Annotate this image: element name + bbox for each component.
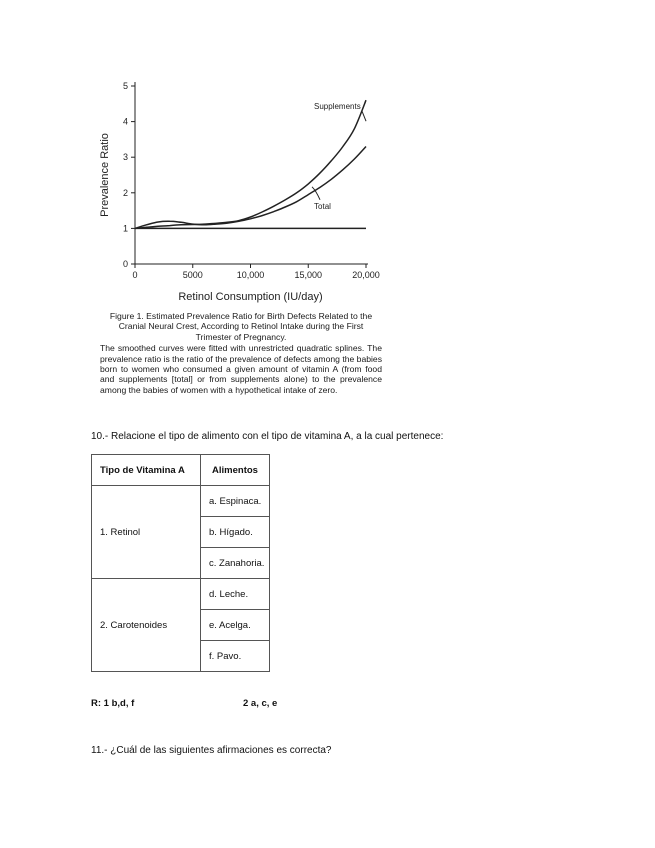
food-item: d. Leche. (201, 579, 270, 610)
x-tick-label: 5000 (182, 270, 203, 280)
y-tick-label: 3 (122, 152, 128, 163)
y-axis-title: Prevalence Ratio (99, 133, 111, 217)
figure-caption-title: Figure 1. Estimated Prevalence Ratio for Birth Defects Related to the Cranial Neural Crest, According to Retinol Intake during the First Trimester of Pregnancy. (109, 311, 373, 342)
figure-caption (100, 311, 382, 395)
food-item: a. Espinaca. (201, 486, 270, 517)
y-tick-label: 5 (122, 81, 128, 91)
answer-part-2: 2 a, c, e (243, 698, 278, 709)
food-item: e. Acelga. (201, 610, 270, 641)
annotation-supplements: Supplements (314, 102, 361, 112)
chart-labels (99, 102, 366, 303)
chart-lines (135, 100, 366, 228)
figure-caption-body: The smoothed curves were fitted with unrestricted quadratic splines. The prevalence ratio is the ratio of the prevalence of defects among the babies born to women who consumed a given amount of vitamin A (from food and supplements [total] or from supplements alone) to the prevalence among the babies of women with a hypothetical intake of zero. (100, 343, 382, 395)
x-tick-label: 15,000 (294, 270, 323, 280)
x-tick-label: 0 (132, 270, 138, 280)
series-line-total (135, 147, 366, 229)
x-tick-label: 10,000 (236, 270, 265, 280)
table-header-type: Tipo de Vitamina A (92, 455, 201, 486)
y-tick-label: 4 (122, 116, 128, 127)
annotation-total: Total (314, 201, 331, 211)
vitamin-type-carotenoides: 2. Carotenoides (92, 579, 201, 672)
x-axis-title: Retinol Consumption (IU/day) (178, 291, 323, 303)
y-tick-label: 0 (122, 259, 128, 269)
x-tick-label: 20,000 (352, 270, 380, 280)
food-item: f. Pavo. (201, 641, 270, 672)
chart-svg (90, 72, 390, 307)
annotation-supplements-arrow (362, 111, 366, 121)
table-header-foods: Alimentos (201, 455, 270, 486)
table-row (92, 579, 270, 610)
vitamin-a-table (91, 454, 270, 672)
food-item: c. Zanahoria. (201, 548, 270, 579)
y-tick-label: 2 (122, 187, 128, 198)
vitamin-type-retinol: 1. Retinol (92, 486, 201, 579)
y-tick-label: 1 (122, 223, 128, 234)
prevalence-ratio-chart (90, 72, 390, 307)
question-11: 11.- ¿Cuál de las siguientes afirmaciones es correcta? (91, 745, 332, 756)
answer-part-1: R: 1 b,d, f (91, 698, 135, 709)
answer-line (91, 698, 491, 709)
table-row (92, 486, 270, 517)
food-item: b. Hígado. (201, 517, 270, 548)
series-line-supplements (135, 100, 366, 228)
table-header-row (92, 455, 270, 486)
question-10: 10.- Relacione el tipo de alimento con el tipo de vitamina A, a la cual pertenece: (91, 431, 444, 442)
